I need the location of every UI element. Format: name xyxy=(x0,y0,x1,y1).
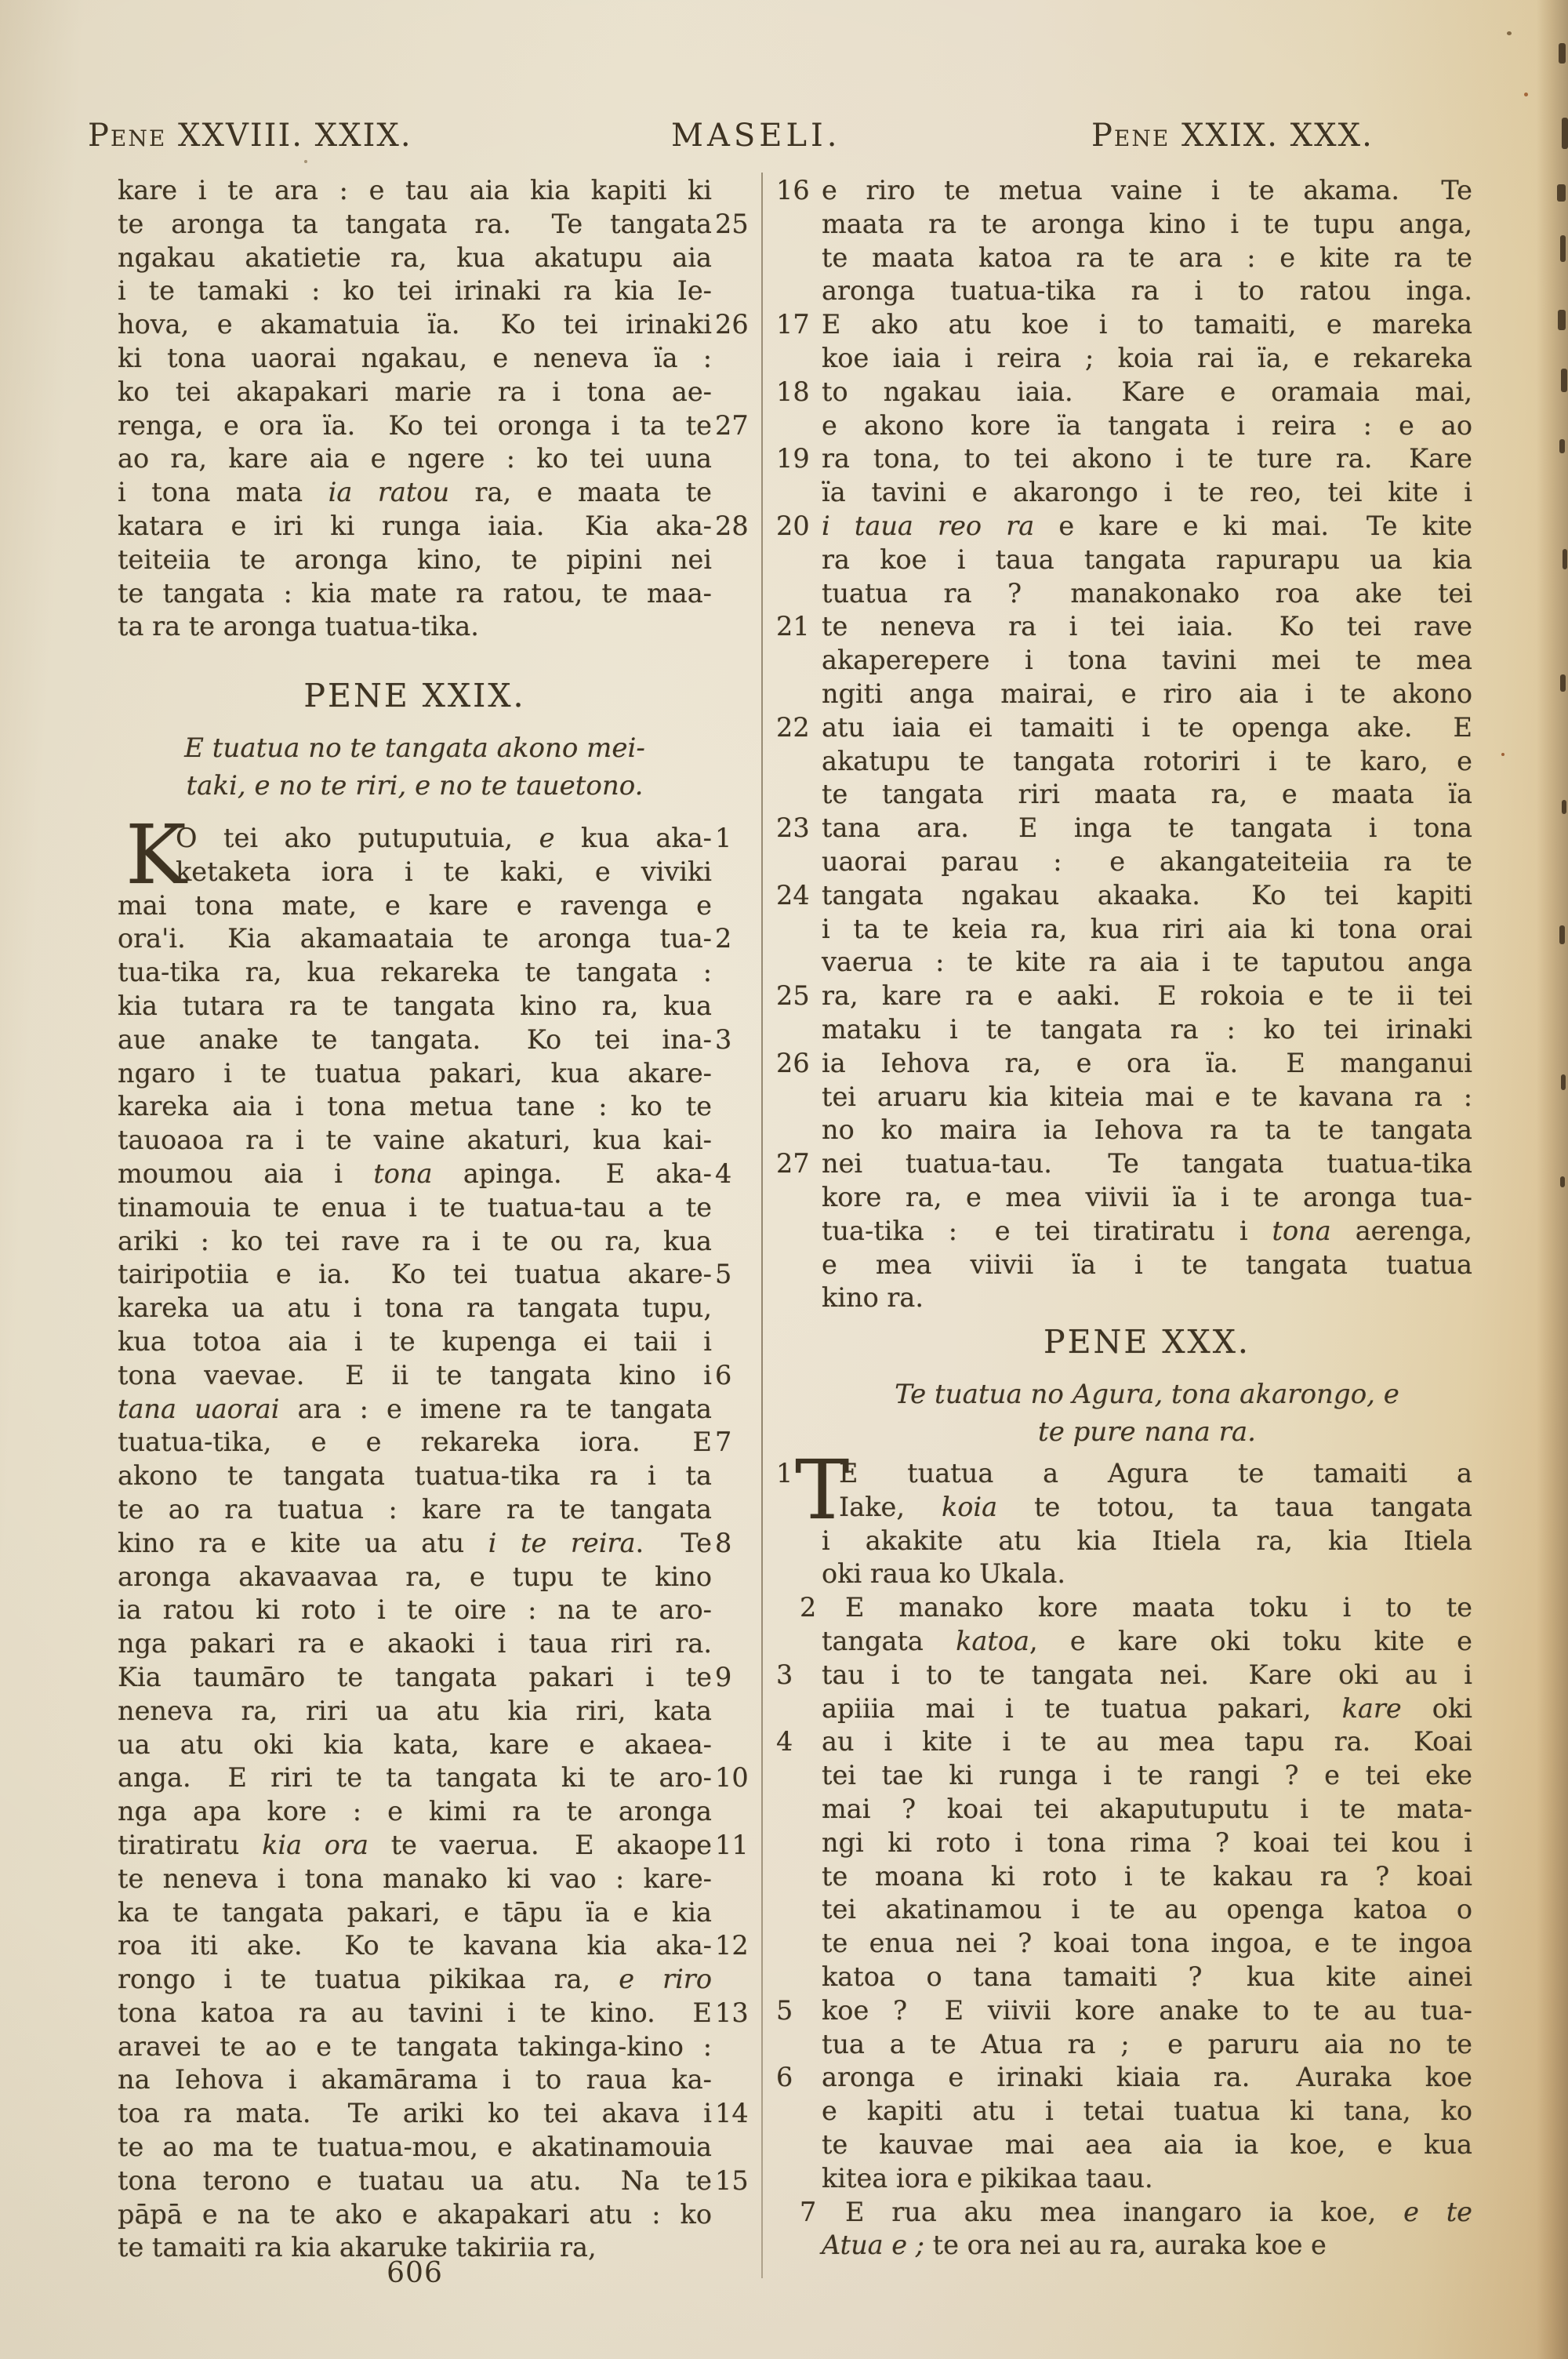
italic-text: i taua reo ra xyxy=(822,510,1035,541)
text-line: tuatua-tika, e e rekareka iora. E 7 xyxy=(118,1426,712,1459)
running-head-right: Pene XXIX. XXX. xyxy=(1091,118,1374,154)
italic-text: kare xyxy=(1341,1692,1402,1724)
drop-cap: T xyxy=(795,1442,848,1538)
text-line: kitea iora e pikikaa taau. xyxy=(822,2162,1153,2194)
text-line: no ko maira ia Iehova ra ta te tangata xyxy=(822,1114,1472,1146)
text-line: e riro te metua vaine i te akama. Te 16 xyxy=(822,174,1472,208)
text-line: tuatua ra ? manakonako roa ake tei xyxy=(822,577,1472,609)
text-line: O tei ako putuputuia, e kua aka- 1 xyxy=(118,822,712,856)
verse-number: 27 xyxy=(776,1148,810,1180)
verse-number: 26 xyxy=(776,1047,810,1078)
verse-text-block xyxy=(118,807,749,2265)
text-line: tinamouia te enua i te tuatua-tau a te xyxy=(118,1191,712,1223)
text-line: tau i to te tangata nei. Kare oki au i 3 xyxy=(822,1659,1472,1692)
text-line: kino ra. xyxy=(822,1282,924,1314)
text-line: E tuatua a Agura te tamaiti a 1 xyxy=(822,1457,1472,1491)
text-line: kua totoa aia i te kupenga ei taii i xyxy=(118,1325,712,1357)
verse-number: 4 xyxy=(776,1726,793,1757)
paper-speck xyxy=(1501,753,1504,756)
text-line: tangata ngakau akaaka. Ko tei kapiti 24 xyxy=(822,879,1472,913)
page-edge-mark xyxy=(1559,439,1565,453)
running-head-left: Pene XXVIII. XXIX. xyxy=(88,118,412,154)
page-edge-mark xyxy=(1563,549,1567,569)
chapter-heading-block xyxy=(118,676,712,715)
text-line: ki tona uaorai ngakau, e neneva ïa : xyxy=(118,342,712,373)
chapter-intro-line: E tuatua no te tangata akono mei- xyxy=(184,732,645,764)
text-line: tana ara. E inga te tangata i tona 23 xyxy=(822,812,1472,845)
text-line: Kia taumāro te tangata pakari i te 9 xyxy=(118,1661,712,1695)
italic-text: e riro xyxy=(619,1964,712,1995)
text-line: au i kite i te au mea tapu ra. Koai 4 xyxy=(822,1725,1472,1759)
text-line: e kapiti atu i tetai tuatua ki tana, ko xyxy=(822,2095,1472,2127)
text-line: akaperepere i tona tavini mei te mea xyxy=(822,645,1472,676)
italic-text: koia xyxy=(941,1491,998,1522)
text-line: mataku i te tangata ra : ko tei irinaki xyxy=(822,1013,1472,1045)
text-line: te kauvae mai aea aia ia koe, e kua xyxy=(822,2128,1472,2160)
text-line: maata ra te aronga kino i te tupu anga, xyxy=(822,208,1472,239)
verse-number: 7 xyxy=(715,1427,732,1458)
text-line: hova, e akamatuia ïa. Ko tei irinaki 26 xyxy=(118,308,712,342)
text-line: te ao ra tuatua : kare ra te tangata xyxy=(118,1493,712,1525)
verse-number: 5 xyxy=(776,1994,793,2026)
text-line: e mea viivii ïa i te tangata tuatua xyxy=(822,1249,1472,1280)
verse-number: 17 xyxy=(776,309,810,340)
verse-number: 9 xyxy=(715,1661,732,1692)
verse-number: 27 xyxy=(715,409,749,441)
text-line: mai tona mate, e kare e ravenga e xyxy=(118,889,712,921)
text-line: aronga tuatua-tika ra i to ratou inga. xyxy=(822,275,1472,307)
text-line: anga. E riri te ta tangata ki te aro- 10 xyxy=(118,1761,712,1795)
chapter-heading: PENE XXIX. xyxy=(303,677,526,714)
text-line: koe iaia i reira ; koia rai ïa, e rekareka xyxy=(822,342,1472,373)
verse-number: 23 xyxy=(776,812,810,844)
page-edge-mark xyxy=(1559,43,1566,64)
verse-number: 3 xyxy=(776,1659,793,1690)
text-line: ngakau akatietie ra, kua akatupu aia xyxy=(118,242,712,273)
page-edge-mark xyxy=(1557,184,1566,202)
text-line: ariki : ko tei rave ra i te ou ra, kua xyxy=(118,1225,712,1256)
text-line: kareka aia i tona metua tane : ko te xyxy=(118,1091,712,1122)
text-line: vaerua : te kite ra aia i te taputou anga xyxy=(822,947,1472,978)
running-head-title: MASELI. xyxy=(671,118,841,154)
paper-speck xyxy=(1507,31,1512,35)
text-line: ïa tavini e akarongo i te reo, tei kite i xyxy=(822,477,1472,508)
text-line: oki raua ko Ukala. xyxy=(822,1558,1065,1590)
text-line: ora'i. Kia akamaataia te aronga tua- 2 xyxy=(118,922,712,956)
italic-text: tona xyxy=(1272,1215,1331,1246)
text-line: apiiia mai i te tuatua pakari, kare oki xyxy=(822,1692,1472,1724)
column-divider xyxy=(761,173,763,2278)
italic-text: tona xyxy=(373,1158,433,1189)
text-line: to ngakau iaia. Kare e oramaia mai, 18 xyxy=(822,376,1472,409)
text-line: kore ra, e mea viivii ïa i te aronga tua- xyxy=(822,1181,1472,1212)
page-edge-mark xyxy=(1561,1074,1566,1090)
text-line: katoa o tana tamaiti ? kua kite ainei xyxy=(822,1961,1472,1992)
text-line: aravei te ao e te tangata takinga-kino : xyxy=(118,2030,712,2062)
text-line: tona katoa ra au tavini i te kino. E 13 xyxy=(118,1997,712,2030)
text-line: ngiti anga mairai, e riro aia i te akono xyxy=(822,678,1472,709)
verse-number: 5 xyxy=(715,1259,732,1290)
text-line: tua-tika ra, kua rekareka te tangata : xyxy=(118,957,712,988)
text-line: tei tae ki runga i te rangi ? e tei eke xyxy=(822,1760,1472,1791)
chapter-intro-block xyxy=(822,1376,1472,1451)
italic-text: tana uaorai xyxy=(118,1393,280,1424)
text-line: te ao ma te tuatua-mou, e akatinamouia xyxy=(118,2132,712,2163)
text-line: tei aruaru kia kiteia mai e te kavana ra : xyxy=(822,1081,1472,1112)
text-line: tua a te Atua ra ; e paruru aia no te xyxy=(822,2028,1472,2059)
chapter-intro-line: te pure nana ra. xyxy=(1038,1416,1256,1448)
text-line: te enua nei ? koai tona ingoa, e te ingoa xyxy=(822,1928,1472,1959)
text-line: ngi ki roto i tona rima ? koai tei kou i xyxy=(822,1826,1472,1858)
text-line: ko tei akapakari marie ra i tona ae- xyxy=(118,376,712,407)
text-line: ia ratou ki roto i te oire : na te aro- xyxy=(118,1594,712,1626)
text-line: mai ? koai tei akaputuputu i te mata- xyxy=(822,1793,1472,1824)
page-edge-mark xyxy=(1560,674,1566,692)
text-line: koe ? E viivii kore anake to te au tua- 5 xyxy=(822,1994,1472,2028)
verse-text-block xyxy=(776,174,1472,1315)
text-line: E rua aku mea inangaro ia koe, e te 7 xyxy=(822,2196,1472,2230)
text-line: kare i te ara : e tau aia kia kapiti ki xyxy=(118,175,712,205)
italic-text: e te xyxy=(1403,2196,1472,2227)
text-line: teiteiia te aronga kino, te pipini nei xyxy=(118,543,712,575)
page-edge-mark xyxy=(1561,369,1567,392)
text-line: toa ra mata. Te ariki ko tei akava i 14 xyxy=(118,2097,712,2131)
verse-number: 6 xyxy=(715,1359,732,1390)
paper-speck xyxy=(304,160,307,163)
text-line: rongo i te tuatua pikikaa ra, e riro xyxy=(118,1964,712,1995)
text-line: te moana ki roto i te kakau ra ? koai xyxy=(822,1860,1472,1892)
text-line: ia Iehova ra, e ora ïa. E manganui 26 xyxy=(822,1047,1472,1081)
paper-speck xyxy=(1524,93,1528,96)
page-edge-mark xyxy=(1559,925,1565,944)
text-line: akono te tangata tuatua-tika ra i ta xyxy=(118,1460,712,1492)
text-line: te tangata : kia mate ra ratou, te maa- xyxy=(118,577,712,609)
drop-cap: K xyxy=(125,807,185,903)
text-line: E manako kore maata toku i to te 2 xyxy=(822,1591,1472,1625)
verse-number: 1 xyxy=(776,1458,793,1488)
verse-number: 20 xyxy=(776,510,810,541)
verse-number: 13 xyxy=(715,1997,749,2028)
italic-text: kia ora xyxy=(262,1829,368,1860)
italic-text: e xyxy=(539,823,555,853)
page-edge-mark xyxy=(1560,1176,1565,1187)
text-line: aronga akavaavaa ra, e tupu te kino xyxy=(118,1561,712,1592)
verse-number: 8 xyxy=(715,1527,732,1558)
verse-number: 25 xyxy=(776,980,810,1012)
text-line: ta ra te aronga tuatua-tika. xyxy=(118,611,479,642)
text-line: ketaketa iora i te kaki, e viviki xyxy=(176,856,712,887)
right-text-column xyxy=(776,0,1472,2359)
chapter-intro-line: Te tuatua no Agura, tona akarongo, e xyxy=(895,1379,1399,1410)
text-line: nei tuatua-tau. Te tangata tuatua-tika 27 xyxy=(822,1147,1472,1181)
text-line: roa iti ake. Ko te kavana kia aka- 12 xyxy=(118,1929,712,1963)
text-line: tairipotiia e ia. Ko tei tuatua akare- 5 xyxy=(118,1258,712,1292)
text-line: Atua e ; te ora nei au ra, auraka koe e xyxy=(822,2230,1327,2261)
verse-number: 25 xyxy=(715,208,749,239)
verse-number: 2 xyxy=(800,1592,817,1623)
text-line: Iake, koia te totou, ta taua tangata xyxy=(839,1491,1472,1522)
text-line: ao ra, kare aia e ngere : ko tei uuna xyxy=(118,443,712,474)
text-line: ka te tangata pakari, e tāpu ïa e kia xyxy=(118,1896,712,1928)
text-line: tangata katoa, e kare oki toku kite e xyxy=(822,1625,1472,1656)
text-line: ra tona, to tei akono i te ture ra. Kare 19 xyxy=(822,442,1472,476)
text-line: te neneva i tona manako ki vao : kare- xyxy=(118,1863,712,1894)
verse-text-block xyxy=(776,1442,1472,2263)
italic-text: ia ratou xyxy=(328,477,450,508)
text-line: pāpā e na te ako e akapakari atu : ko xyxy=(118,2198,712,2230)
page-number: 606 xyxy=(387,2257,443,2289)
italic-text: Atua e ; xyxy=(822,2230,925,2261)
verse-number: 10 xyxy=(715,1762,749,1794)
text-line: na Iehova i akamārama i to raua ka- xyxy=(118,2064,712,2095)
text-line: neneva ra, riri ua atu kia riri, kata xyxy=(118,1695,712,1726)
verse-number: 24 xyxy=(776,879,810,911)
text-line: e akono kore ïa tangata i reira : e ao xyxy=(822,409,1472,441)
text-line: te maata katoa ra te ara : e kite ra te xyxy=(822,242,1472,273)
verse-number: 28 xyxy=(715,510,749,541)
chapter-intro-block xyxy=(118,729,712,805)
verse-number: 3 xyxy=(715,1023,732,1055)
text-line: nga apa kore : e kimi ra te aronga xyxy=(118,1796,712,1827)
text-line: uaorai parau : e akangateiteiia ra te xyxy=(822,845,1472,877)
text-line: atu iaia ei tamaiti i te openga ake. E 22 xyxy=(822,711,1472,745)
text-line: i taua reo ra e kare e ki mai. Te kite 20 xyxy=(822,510,1472,543)
page-edge-mark xyxy=(1560,235,1566,262)
page-edge-mark xyxy=(1562,118,1568,149)
text-line: kareka ua atu i tona ra tangata tupu, xyxy=(118,1292,712,1324)
verse-number: 16 xyxy=(776,175,810,205)
text-line: te neneva ra i tei iaia. Ko tei rave 21 xyxy=(822,610,1472,644)
text-line: E ako atu koe i to tamaiti, e mareka 17 xyxy=(822,308,1472,342)
left-text-column xyxy=(118,0,749,2359)
text-line: i tona mata ia ratou ra, e maata te xyxy=(118,477,712,508)
verse-number: 1 xyxy=(715,823,732,853)
text-line: nga pakari ra e akaoki i taua riri ra. xyxy=(118,1628,712,1659)
text-line: tana uaorai ara : e imene ra te tangata xyxy=(118,1393,712,1424)
verse-number: 14 xyxy=(715,2098,749,2129)
verse-number: 4 xyxy=(715,1158,732,1189)
text-line: ngaro i te tuatua pakari, kua akare- xyxy=(118,1057,712,1089)
text-line: moumou aia i tona apinga. E aka- 4 xyxy=(118,1158,712,1191)
text-line: kia tutara ra te tangata kino ra, kua xyxy=(118,990,712,1021)
chapter-intro-line: taki, e no te riri, e no te tauetono. xyxy=(186,770,644,801)
text-line: ra koe i taua tangata rapurapu ua kia xyxy=(822,543,1472,575)
text-line: i te tamaki : ko tei irinaki ra kia Ie- xyxy=(118,275,712,307)
italic-text: katoa xyxy=(956,1625,1030,1656)
text-line: i akakite atu kia Itiela ra, kia Itiela xyxy=(822,1525,1472,1556)
chapter-heading: PENE XXX. xyxy=(1044,1323,1250,1361)
page-edge-mark xyxy=(1558,310,1566,330)
text-line: tauoaoa ra i te vaine akaturi, kua kai- xyxy=(118,1125,712,1156)
text-line: aronga e irinaki kiaia ra. Auraka koe 6 xyxy=(822,2061,1472,2095)
text-line: te tangata riri maata ra, e maata ïa xyxy=(822,779,1472,810)
verse-text-block xyxy=(118,174,749,644)
text-line: te tamaiti ra kia akaruke takiriia ra, xyxy=(118,2232,597,2263)
chapter-heading-block xyxy=(822,1322,1472,1361)
verse-number: 11 xyxy=(715,1829,749,1860)
text-line: katara e iri ki runga iaia. Kia aka- 28 xyxy=(118,510,712,543)
text-line: tona vaevae. E ii te tangata kino i 6 xyxy=(118,1359,712,1393)
text-line: i ta te keia ra, kua riri aia ki tona orai xyxy=(822,913,1472,944)
text-line: tua-tika : e tei tiratiratu i tona aerenga, xyxy=(822,1215,1472,1246)
text-line: te aronga ta tangata ra. Te tangata 25 xyxy=(118,208,712,242)
verse-number: 2 xyxy=(715,923,732,954)
text-line: renga, e ora ïa. Ko tei oronga i ta te 27 xyxy=(118,409,712,443)
verse-number: 7 xyxy=(800,2196,817,2227)
verse-number: 26 xyxy=(715,309,749,340)
verse-number: 22 xyxy=(776,711,810,743)
italic-text: i te reira xyxy=(488,1527,636,1558)
verse-number: 19 xyxy=(776,443,810,474)
text-line: ra, kare ra e aaki. E rokoia e te ii tei 25 xyxy=(822,980,1472,1013)
verse-number: 12 xyxy=(715,1930,749,1961)
text-line: kino ra e kite ua atu i te reira. Te 8 xyxy=(118,1527,712,1561)
verse-number: 21 xyxy=(776,611,810,642)
text-line: tei akatinamou i te au openga katoa o xyxy=(822,1894,1472,1925)
verse-number: 15 xyxy=(715,2165,749,2196)
verse-number: 18 xyxy=(776,376,810,407)
text-line: tona terono e tuatau ua atu. Na te 15 xyxy=(118,2165,712,2198)
text-line: tiratiratu kia ora te vaerua. E akaope 11 xyxy=(118,1829,712,1863)
text-line: ua atu oki kia kata, kare e akaea- xyxy=(118,1728,712,1760)
text-line: aue anake te tangata. Ko tei ina- 3 xyxy=(118,1023,712,1057)
page-edge-mark xyxy=(1562,800,1566,814)
verse-number: 6 xyxy=(776,2062,793,2093)
text-line: akatupu te tangata rotoriri i te karo, e xyxy=(822,745,1472,776)
